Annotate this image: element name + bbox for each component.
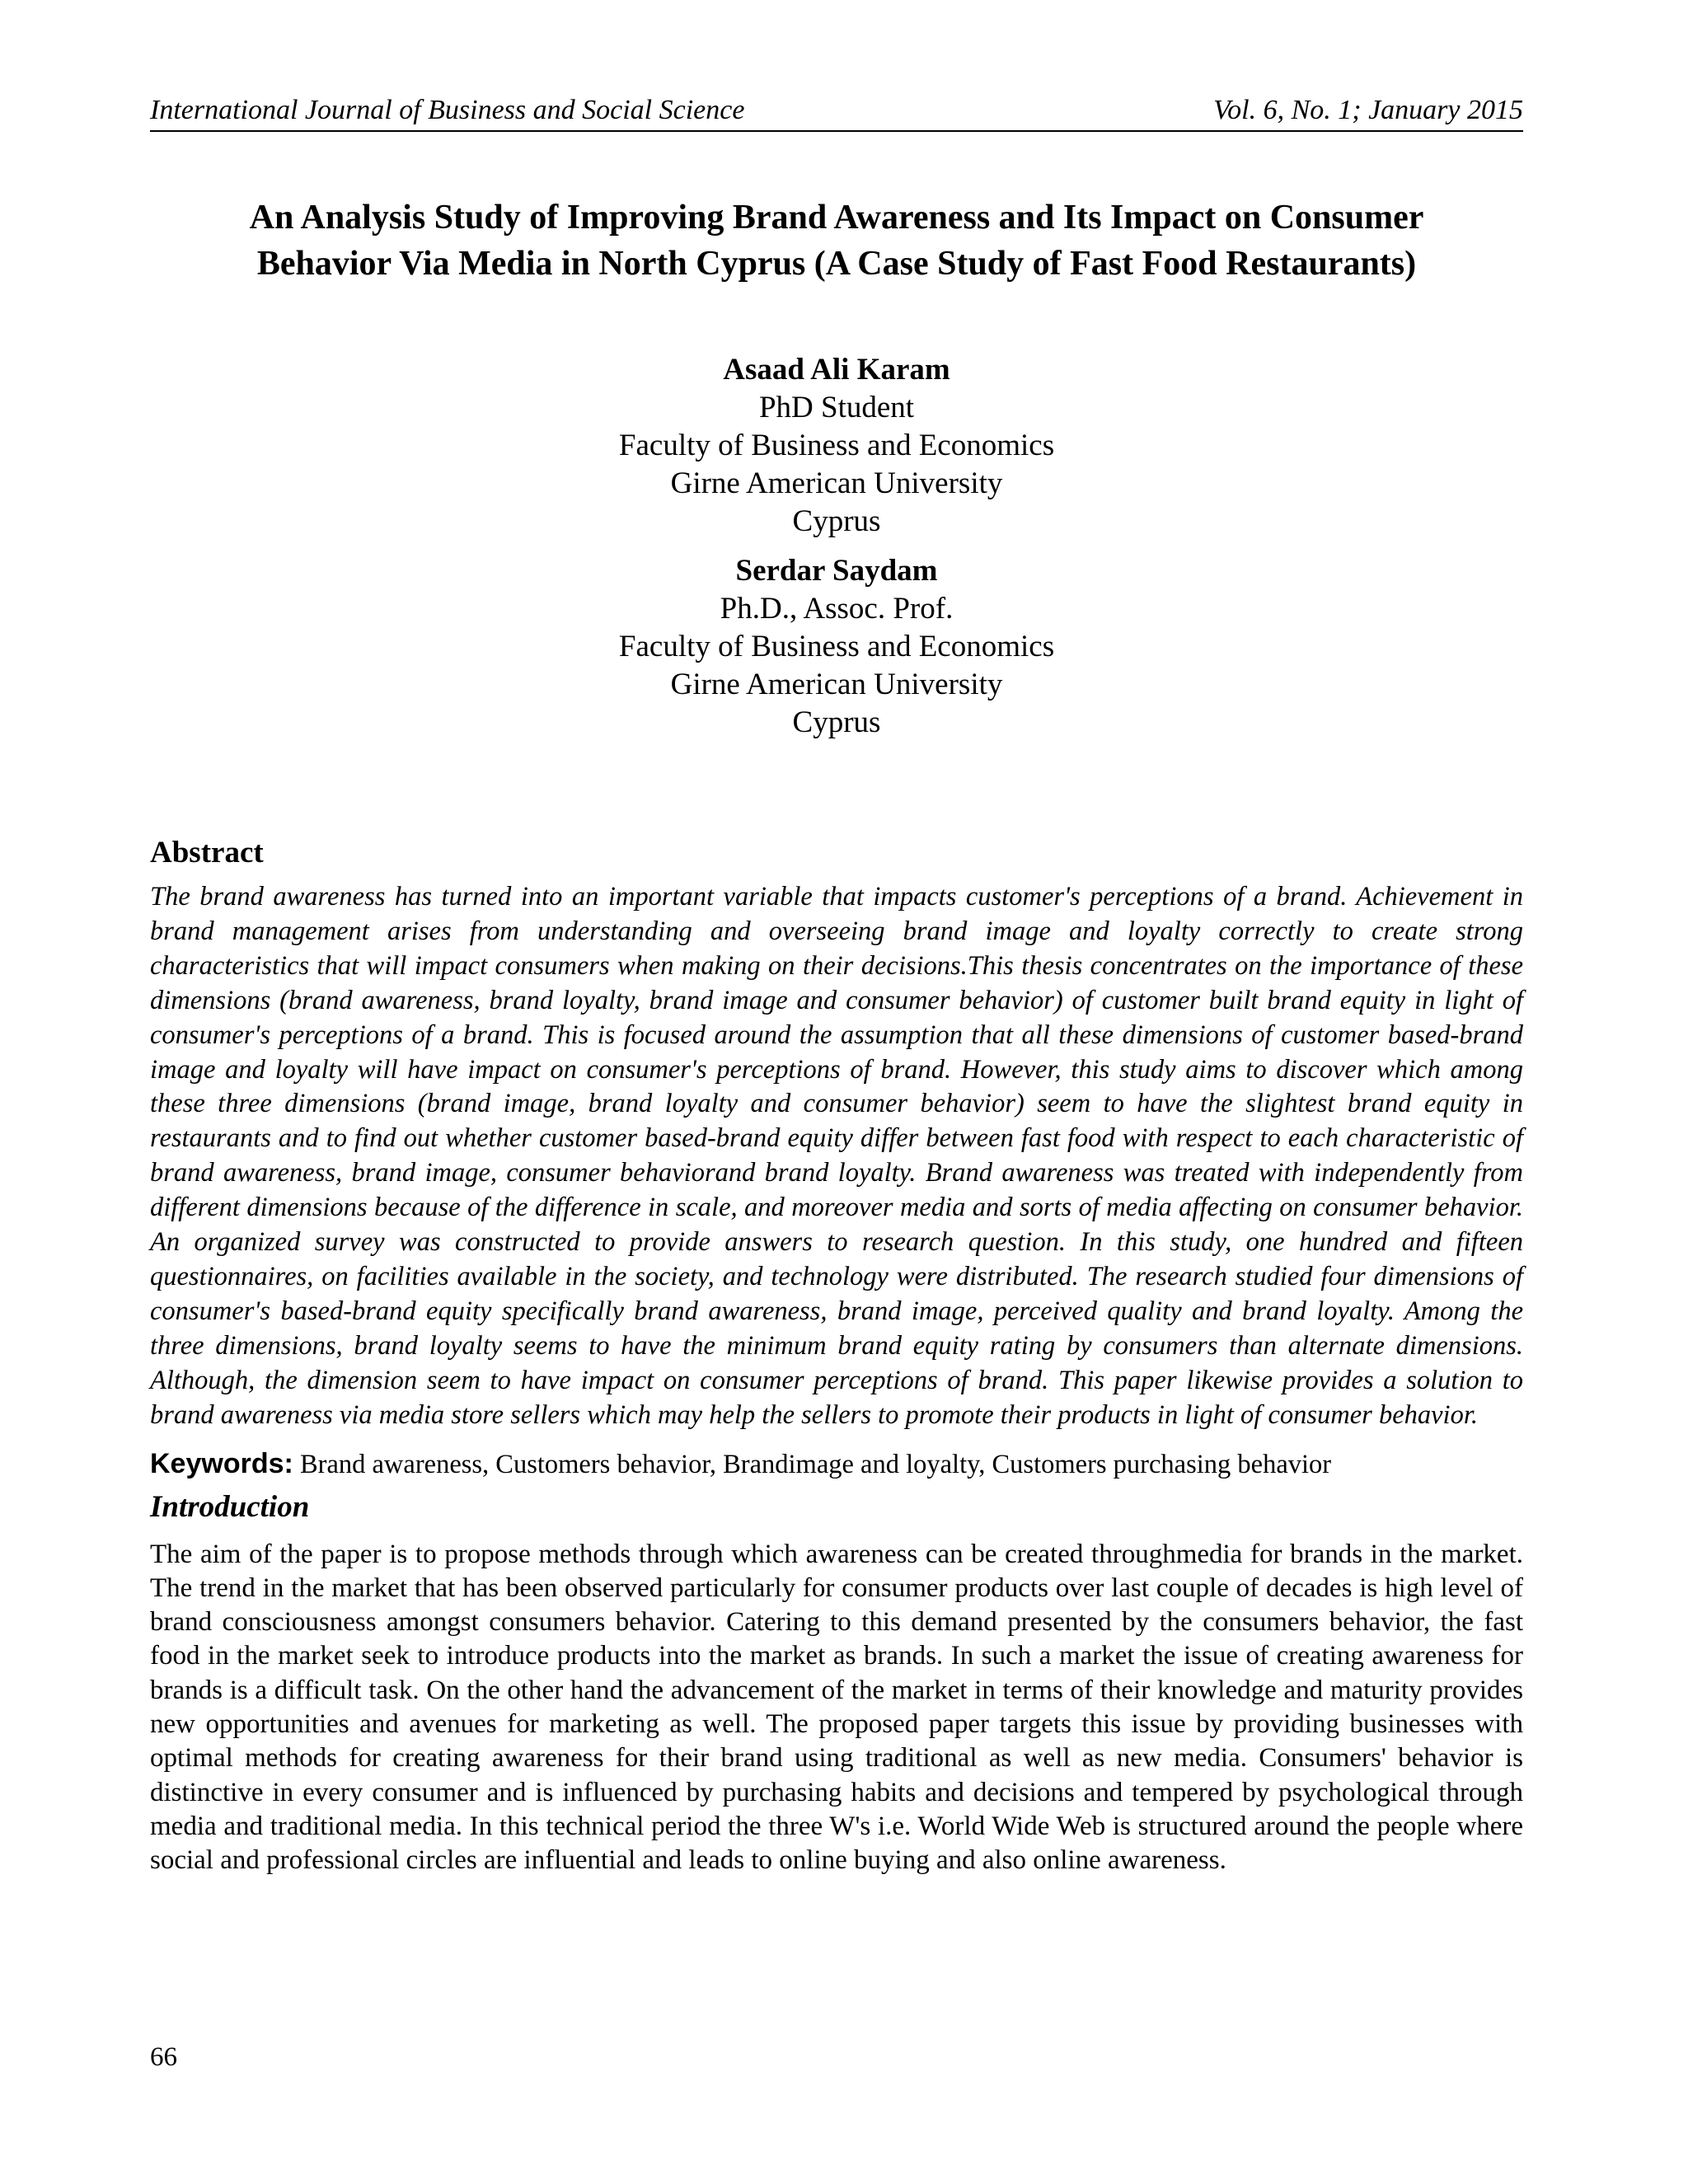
paper-page bbox=[150, 91, 1523, 1877]
author-1 bbox=[150, 351, 1523, 541]
introduction-heading: Introduction bbox=[150, 1489, 310, 1524]
page-number: 66 bbox=[150, 2042, 177, 2072]
paper-title-line-1: An Analysis Study of Improving Brand Awareness and Its Impact on Consumer bbox=[249, 199, 1424, 237]
abstract-text: The brand awareness has turned into an important variable that impacts customer's perceptions of a brand. Achievement in brand management arises from understanding and overseeing brand image and loyalty correctly to create strong characteristics that will impact consumers when making on their decisions.This thesis concentrates on the importance of these dimensions (brand awareness, brand loyalty, brand image and consumer behavior) of customer built brand equity in light of consumer's perceptions of a brand. This is focused around the assumption that all these dimensions of customer based-brand image and loyalty will have impact on consumer's perceptions of brand. However, this study aims to discover which among these three dimensions (brand image, brand loyalty and consumer behavior) seem to have the slightest brand equity in restaurants and to find out whether customer based-brand equity differ between fast food with respect to each characteristic of brand awareness, brand image, consumer behaviorand brand loyalty. Brand awareness was treated with independently from different dimensions because of the difference in scale, and moreover media and sorts of media affecting on consumer behavior. An organized survey was constructed to provide answers to research question. In this study, one hundred and fifteen questionnaires, on facilities available in the society, and technology were distributed. The research studied four dimensions of consumer's based-brand equity specifically brand awareness, brand image, perceived quality and brand loyalty. Among the three dimensions, brand loyalty seems to have the minimum brand equity rating by consumers than alternate dimensions. Although, the dimension seem to have impact on consumer perceptions of brand. This paper likewise provides a solution to brand awareness via media store sellers which may help the sellers to promote their products in light of consumer behavior. bbox=[150, 882, 1523, 1430]
author-faculty: Faculty of Business and Economics bbox=[618, 630, 1055, 663]
author-name: Asaad Ali Karam bbox=[723, 353, 950, 387]
running-header bbox=[150, 91, 1523, 132]
author-block bbox=[150, 351, 1523, 742]
abstract-heading: Abstract bbox=[150, 836, 264, 869]
paper-title-line-2: Behavior Via Media in North Cyprus (A Case Study of Fast Food Restaurants) bbox=[256, 245, 1417, 283]
issue-info: Vol. 6, No. 1; January 2015 bbox=[1213, 95, 1523, 125]
journal-name: International Journal of Business and Social Science bbox=[150, 95, 745, 125]
keywords-text: Brand awareness, Customers behavior, Brandimage and loyalty, Customers purchasing behavior bbox=[299, 1449, 1332, 1479]
author-2 bbox=[150, 552, 1523, 742]
author-university: Girne American University bbox=[670, 466, 1003, 500]
author-position: Ph.D., Assoc. Prof. bbox=[720, 592, 954, 626]
author-faculty: Faculty of Business and Economics bbox=[618, 429, 1055, 462]
keywords-line bbox=[150, 1445, 1523, 1483]
author-position: PhD Student bbox=[758, 391, 915, 424]
introduction-text: The aim of the paper is to propose methods through which awareness can be created throughmedia for brands in the market. The trend in the market that has been observed particularly for consumer products over last couple of decades is high level of brand consciousness amongst consumers behavior. Catering to this demand presented by the consumers behavior, the fast food in the market seek to introduce products into the market as brands. In such a market the issue of creating awareness for brands is a difficult task. On the other hand the advancement of the market in terms of their knowledge and maturity provides new opportunities and avenues for marketing as well. The proposed paper targets this issue by providing businesses with optimal methods for creating awareness for their brand using traditional as well as new media. Consumers' behavior is distinctive in every consumer and is influenced by purchasing habits and decisions and tempered by psychological through media and traditional media. In this technical period the three W's i.e. World Wide Web is structured around the people where social and professional circles are influential and leads to online buying and also online awareness. bbox=[150, 1539, 1523, 1876]
author-university: Girne American University bbox=[670, 668, 1003, 701]
author-country: Cyprus bbox=[792, 705, 881, 739]
author-country: Cyprus bbox=[792, 504, 881, 538]
keywords-label: Keywords: bbox=[150, 1447, 293, 1479]
paper-title bbox=[150, 194, 1523, 287]
author-name: Serdar Saydam bbox=[735, 554, 938, 588]
